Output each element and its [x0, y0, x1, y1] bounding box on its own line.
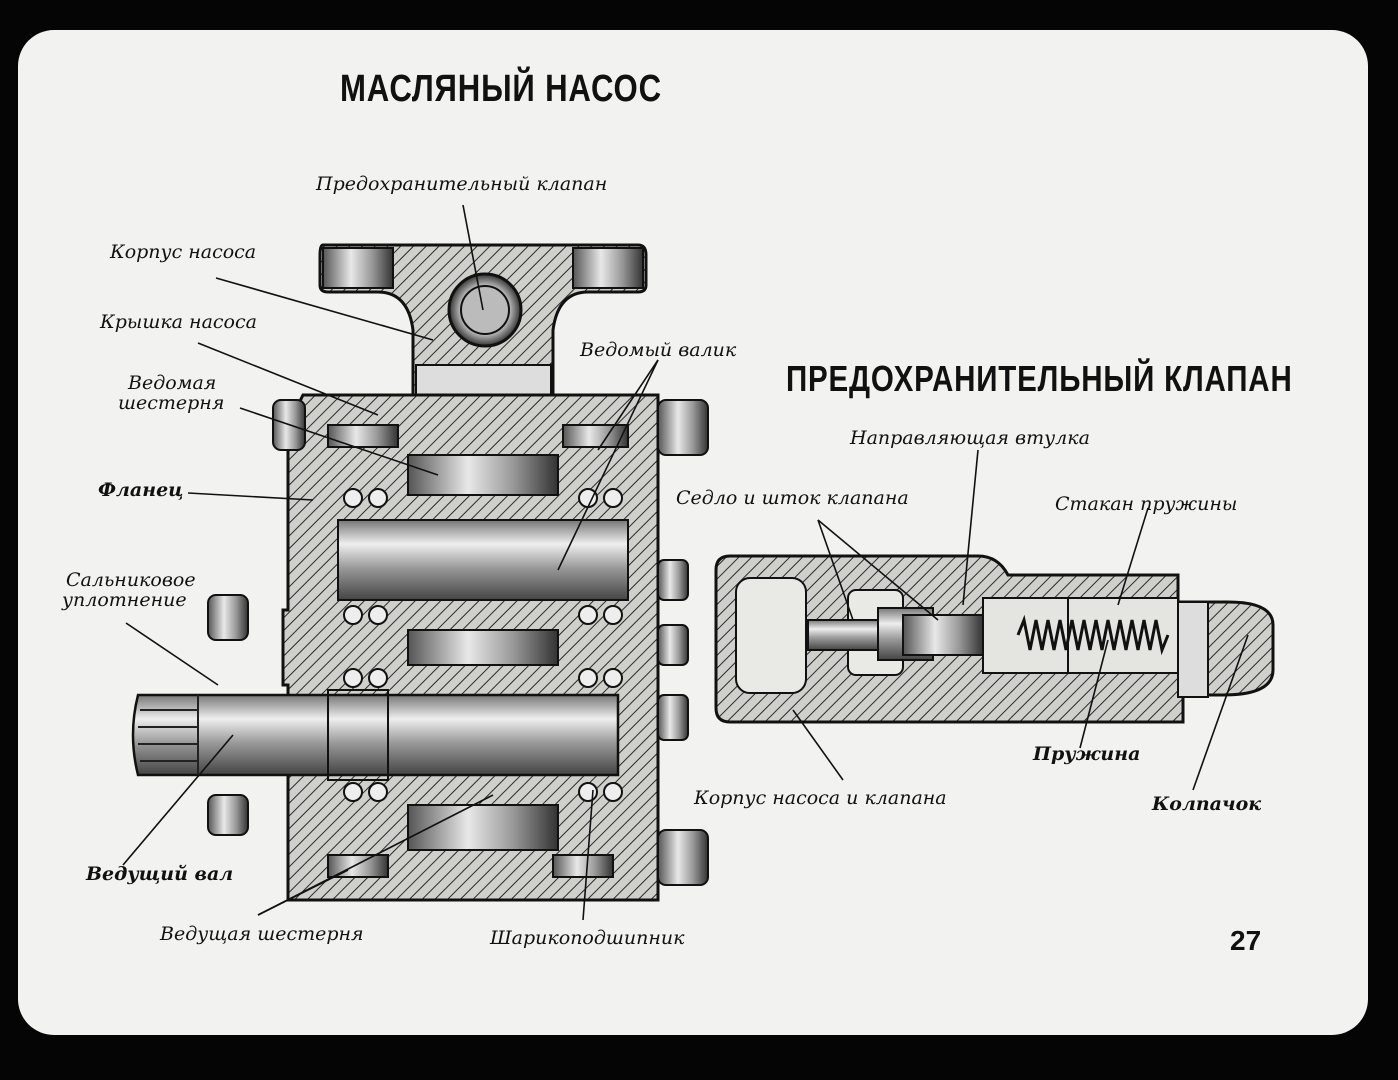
label-guide-bushing: Направляющая втулка: [850, 427, 1090, 449]
label-spring: Пружина: [1033, 743, 1141, 765]
label-drive-shaft: Ведущий вал: [86, 863, 234, 885]
label-seal-line1: Сальниковое: [66, 569, 196, 591]
label-seat-stem: Седло и шток клапана: [676, 487, 909, 509]
label-ball-bearing: Шарикоподшипник: [490, 927, 685, 949]
label-driven-gear-line2: шестерня: [118, 392, 225, 414]
label-pump-cover: Крышка насоса: [100, 311, 257, 333]
label-pump-valve-body: Корпус насоса и клапана: [694, 787, 947, 809]
label-relief-valve: Предохранительный клапан: [316, 173, 608, 195]
label-seal-line2: уплотнение: [62, 589, 187, 611]
pump-title: МАСЛЯНЫЙ НАСОС: [340, 68, 662, 110]
relief-valve-drawing: [716, 556, 1273, 722]
page-number: 27: [1230, 925, 1262, 956]
label-driven-gear-line1: Ведомая: [128, 372, 217, 394]
slide: [18, 30, 1368, 1035]
label-flange: Фланец: [98, 479, 184, 501]
label-cap: Колпачок: [1152, 793, 1262, 815]
label-drive-gear: Ведущая шестерня: [160, 923, 364, 945]
label-driven-shaft: Ведомый валик: [580, 339, 737, 361]
label-spring-cup: Стакан пружины: [1055, 493, 1238, 515]
label-pump-body: Корпус насоса: [110, 241, 257, 263]
valve-title: ПРЕДОХРАНИТЕЛЬНЫЙ КЛАПАН: [786, 358, 1293, 399]
